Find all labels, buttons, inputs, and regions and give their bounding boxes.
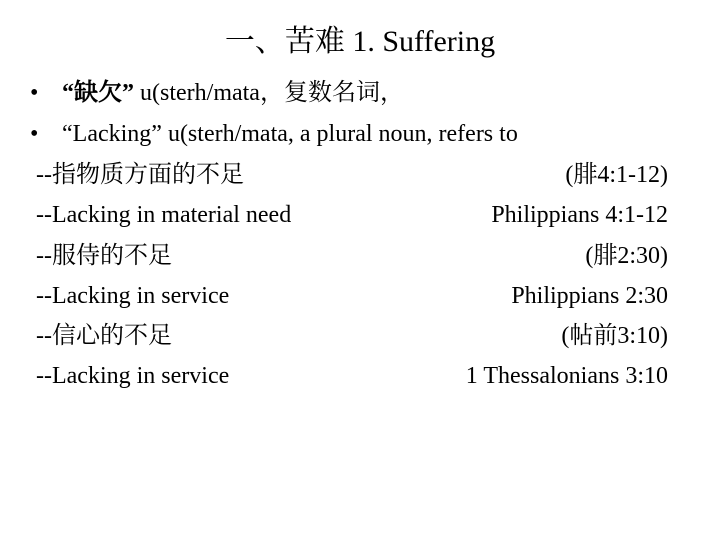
row-description: --信心的不足	[36, 323, 172, 349]
bullet-text: “Lacking” u(sterh/mata, a plural noun, refers to	[62, 121, 518, 147]
bullet-dot-icon: •	[30, 121, 39, 147]
row-reference: 1 Thessalonians 3:10	[465, 363, 668, 389]
slide-title: 一、苦难 1. Suffering	[224, 25, 496, 58]
row-description: --服侍的不足	[36, 243, 172, 269]
row-reference: (帖前3:10)	[561, 323, 668, 349]
row-reference: Philippians 2:30	[511, 283, 668, 309]
row-description: --Lacking in service	[36, 283, 230, 309]
bullet-bold-text: “缺欠”	[62, 80, 134, 106]
bullet-line-2	[30, 119, 518, 149]
row-description: --指物质方面的不足	[36, 162, 244, 188]
row-reference: (腓2:30)	[585, 243, 668, 269]
bullet-text: u(sterh/mata，复数名词，	[134, 80, 404, 106]
bullet-line-1	[30, 78, 404, 108]
row-reference: (腓4:1-12)	[565, 162, 668, 188]
bullet-dot-icon: •	[30, 80, 39, 106]
row-description: --Lacking in service	[36, 363, 230, 389]
row-reference: Philippians 4:1-12	[491, 202, 668, 228]
row-description: --Lacking in material need	[36, 202, 292, 228]
